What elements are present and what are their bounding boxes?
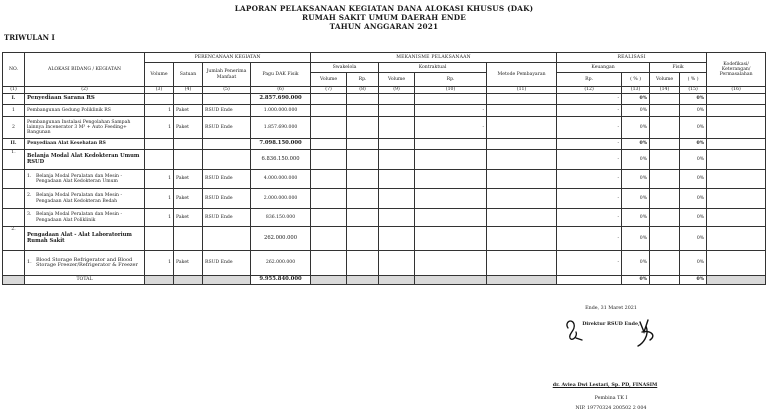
col-swa-volume: Volume: [311, 73, 347, 87]
table-row: 1. Belanja Modal Alat Kedokteran Umum RSUD 6.836.150.000 - 0% 0%: [3, 150, 766, 170]
num-3: (3): [145, 87, 174, 94]
col-alokasi: ALOKASI BIDANG / KEGIATAN: [25, 53, 145, 87]
num-16: (16): [707, 87, 766, 94]
num-4: (4): [174, 87, 203, 94]
num-6: (6): [251, 87, 311, 94]
handwritten-signature-icon: [562, 314, 662, 350]
col-no: NO.: [3, 53, 25, 87]
col-fisik-pct: ( % ): [680, 73, 707, 87]
sub-swakelola: Swakelola: [311, 63, 379, 73]
col-metode: Metode Pembayaran: [487, 63, 557, 87]
signature-place-date: Ende, 31 Maret 2021: [585, 306, 637, 311]
col-keu-rp: Rp.: [557, 73, 622, 87]
signature-rank: Pembina TK I: [594, 396, 628, 401]
table-row: 1. Blood Storage Refrigerator and Blood Storage Freezer/Refrigerator & Freezer 1 Paket RSUD Ende 262.000.000 - 0% 0%: [3, 251, 766, 276]
table-row: II. Penyediaan Alat Kesehatan RS 7.098.150.000 - 0% 0%: [3, 139, 766, 150]
col-pagu: Pagu DAK Fisik: [251, 63, 311, 87]
num-9: (9): [379, 87, 415, 94]
col-volume: Volume: [145, 63, 174, 87]
report-title: LAPORAN PELAKSANAAN KEGIATAN DANA ALOKASI KHUSUS (DAK): [234, 4, 534, 13]
table-row: 2 Pembangunan Instalasi Pengolahan Sampah lainnya Incenerator 3 M³ + Auto Feeding+ Bangunan 1 Paket RSUD Ende 1.857.690.000 - - 0% 0%: [3, 117, 766, 139]
grp-perencanaan: PERENCANAAN KEGIATAN: [145, 53, 311, 63]
num-1: (1): [3, 87, 25, 94]
report-hospital: RUMAH SAKIT UMUM DAERAH ENDE: [301, 13, 467, 22]
col-kon-rp: Rp.: [415, 73, 487, 87]
sub-keuangan: Keuangan: [557, 63, 650, 73]
col-fisik-volume: Volume: [650, 73, 680, 87]
period-label: TRIWULAN I: [4, 33, 55, 42]
table-row: 1 Pembangunan Gedung Poliklinik RS 1 Paket RSUD Ende 1.000.000.000 - - 0% 0%: [3, 105, 766, 117]
num-15: (15): [680, 87, 707, 94]
table-total-row: TOTAL 9.955.840.000 0% 0%: [3, 276, 766, 285]
grp-mekanisme: MEKANISME PELAKSANAAN: [311, 53, 557, 63]
num-8: (8): [347, 87, 379, 94]
col-satuan: Satuan: [174, 63, 203, 87]
col-keu-pct: ( % ): [622, 73, 650, 87]
num-5: (5): [203, 87, 251, 94]
table-row: 3. Belanja Modal Peralatan dan Mesin - Pengadaan Alat Poliklinik 1 Paket RSUD Ende 836.150.000 - 0% 0%: [3, 209, 766, 227]
sub-kontraktual: Kontraktual: [379, 63, 487, 73]
sub-fisik: Fisik: [650, 63, 707, 73]
col-swa-rp: Rp.: [347, 73, 379, 87]
col-jumlah-penerima: Jumlah Penerima Manfaat: [203, 63, 251, 87]
num-7: (7): [311, 87, 347, 94]
table-row: 2. Belanja Modal Peralatan dan Mesin - Pengadaan Alat Kedokteran Bedah 1 Paket RSUD Ende 2.000.000.000 - 0% 0%: [3, 189, 766, 209]
table-row: I. Penyediaan Sarana RS 2.857.690.000 - 0% 0%: [3, 94, 766, 105]
table-row: 1. Belanja Modal Peralatan dan Mesin - Pengadaan Alat Kedokteran Umum 1 Paket RSUD Ende 4.000.000.000 - 0% 0%: [3, 170, 766, 189]
table-row: 2. Pengadaan Alat - Alat Laboratorium Rumah Sakit 262.000.000 - 0% 0%: [3, 227, 766, 251]
col-kon-volume: Volume: [379, 73, 415, 87]
num-14: (14): [650, 87, 680, 94]
col-kodefikasi: Kodefikasi/ Keterangan/ Permasalahan: [707, 53, 766, 87]
signature-name: dr. Aviea Dwi Lestari, Sp. PD, FINASIM: [552, 382, 658, 388]
num-13: (13): [622, 87, 650, 94]
signature-title: Direktur RSUD Ende,: [582, 321, 640, 327]
num-11: (11): [487, 87, 557, 94]
signature-nip: NIP. 19770324 200502 2 004: [575, 406, 647, 411]
report-year: TAHUN ANGGARAN 2021: [329, 22, 439, 31]
report-table: [2, 52, 766, 285]
grp-realisasi: REALISASI: [557, 53, 707, 63]
num-2: (2): [25, 87, 145, 94]
num-12: (12): [557, 87, 622, 94]
num-10: (10): [415, 87, 487, 94]
